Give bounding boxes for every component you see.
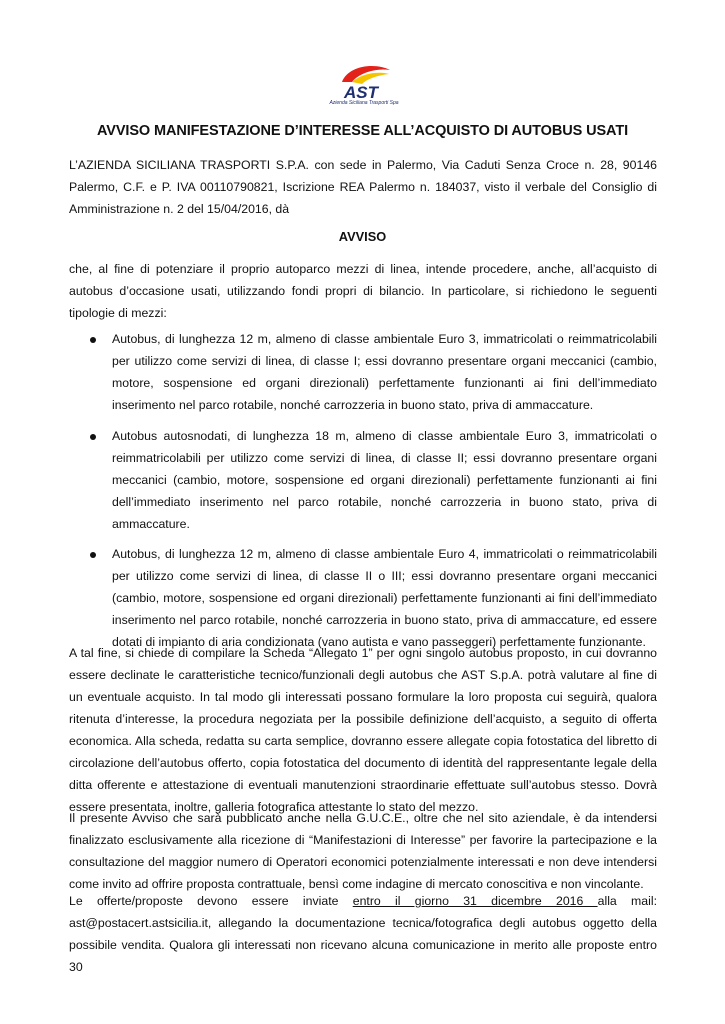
logo-wordmark: AST — [344, 83, 378, 102]
document-title: AVVISO MANIFESTAZIONE D’INTERESSE ALL’ACQUISTO DI AUTOBUS USATI — [96, 123, 629, 139]
bullet-dot — [90, 552, 96, 558]
paragraph-4-rest: alla mail: ast@postacert.astsicilia.it, allegando la documentazione tecnica/fotografica degli autobus oggetto della possibile vendita. Qualora gli interessati non ricevano alcuna comunicazione in merito alle proposte entro 30 — [69, 894, 657, 974]
paragraph-3: Il presente Avviso che sarà pubblicato anche nella G.U.C.E., oltre che nel sito aziendale, è da intendersi finalizzato esclusivamente alla ricezione di “Manifestazioni di Interesse” per favorire la partecipazione e la consultazione del maggior numero di Operatori economici potenzialmente interessati e non deve intendersi come invito ad offrire proposta contrattuale, bensì come indagine di mercato conoscitiva e non vincolante. — [69, 811, 657, 891]
bullet-dot — [90, 434, 96, 440]
intro-paragraph: L’AZIENDA SICILIANA TRASPORTI S.P.A. con sede in Palermo, Via Caduti Senza Croce n. 28, 90146 Palermo, C.F. e P. IVA 00110790821, Iscrizione REA Palermo n. 184037, visto il verbale del Consiglio di Amministrazione n. 2 del 15/04/2016, dà — [69, 158, 657, 216]
paragraph-1: che, al fine di potenziare il proprio autoparco mezzi di linea, intende procedere, anche, all’acquisto di autobus d’occasione usati, utilizzando fondi propri di bilancio. In particolare, si richiedono le seguenti tipologie di mezzi: — [69, 262, 657, 320]
section-heading: AVVISO — [338, 229, 387, 244]
paragraph-2: A tal fine, si chiede di compilare la Scheda “Allegato 1” per ogni singolo autobus proposto, in cui dovranno essere declinate le caratteristiche tecnico/funzionali degli autobus che AST S.p.A. potrà valutare al fine di un eventuale acquisto. In tal modo gli interessati possano formulare la loro proposta cui seguirà, qualora ritenuta d’interesse, la procedura negoziata per la possibile definizione dell’acquisto, a seguito di offerta economica. Alla scheda, redatta su carta semplice, dovranno essere allegate copia fotostatica del libretto di circolazione dell’autobus offerto, copia fotostatica del documento di identità del rappresentante legale della ditta offerente e attestazione di eventuali manutenzioni straordinarie effettuate sull’autobus stesso. Dovrà essere presentata, inoltre, galleria fotografica attestante lo stato del mezzo. — [69, 646, 657, 814]
paragraph-4 — [69, 890, 657, 978]
paragraph-4-lead: Le offerte/proposte devono essere inviate — [69, 894, 353, 908]
bullet-item-3: Autobus, di lunghezza 12 m, almeno di classe ambientale Euro 4, immatricolati o reimmatricolabili per utilizzo come servizi di linea, di classe II o III; essi dovranno presentare organi meccanici (cambio, motore, sospensione ed organi direzionali) perfettamente funzionanti ai fini dell’immediato inserimento nel parco rotabile, nonché carrozzeria in buono stato, priva di ammaccature, ed essere dotati di impianto di aria condizionata (vano autista e vano passeggeri) perfettamente funzionante. — [112, 547, 657, 649]
logo-caption: Azienda Siciliana Trasporti Spa — [329, 100, 399, 106]
bullet-dot — [90, 337, 96, 343]
bullet-item-2: Autobus autosnodati, di lunghezza 18 m, almeno di classe ambientale Euro 3, immatricolati o reimmatricolabili per utilizzo come servizi di linea, di classe II; essi dovranno presentare organi meccanici (cambio, motore, sospensione ed organi direzionali) perfettamente funzionanti ai fini dell’immediato inserimento nel parco rotabile, nonché carrozzeria in buono stato, priva di ammaccature. — [112, 429, 657, 531]
deadline-text: entro il giorno 31 dicembre 2016 — [352, 894, 598, 908]
bullet-item-1: Autobus, di lunghezza 12 m, almeno di classe ambientale Euro 3, immatricolati o reimmatricolabili per utilizzo come servizi di linea, di classe I; essi dovranno presentare organi meccanici (cambio, motore, sospensione ed organi direzionali) perfettamente funzionanti ai fini dell’immediato inserimento nel parco rotabile, nonché carrozzeria in buono stato, priva di ammaccature. — [112, 332, 657, 412]
